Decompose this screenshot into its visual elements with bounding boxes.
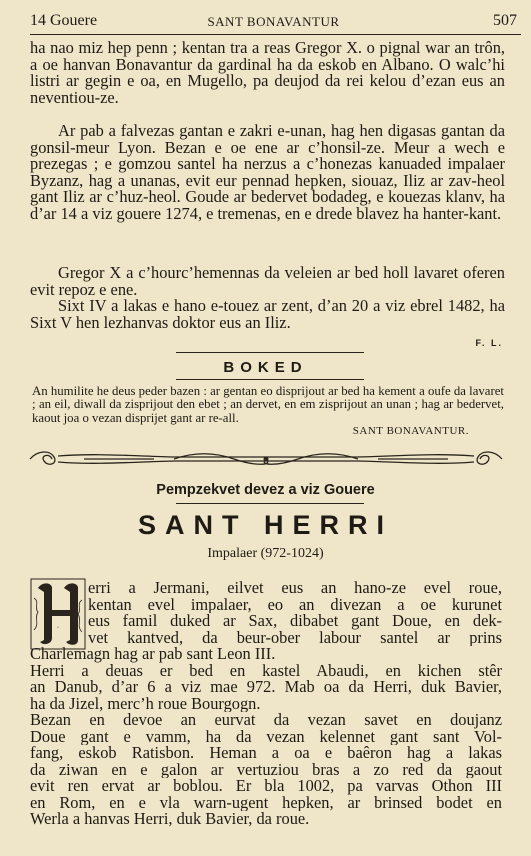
- text-line: Charlemagn hag ar pab sant Leon III.: [30, 646, 276, 663]
- ornamental-divider: [24, 448, 508, 470]
- text-line: en Rom, en e vla warn-ugent hepken, ar brinsed bodet en: [30, 794, 502, 811]
- text-line: fang, eskob Ratisbon. Heman a oa e baêron hag a lakas: [30, 745, 502, 762]
- running-head-month: 14 Gouere: [30, 12, 98, 29]
- saint-body: [30, 580, 502, 828]
- paragraph-3: Gregor X a c’hourc’hemennas da veleien ar bed holl lavaret oferen evit repoz e ene.: [30, 263, 505, 299]
- paragraph-2: Ar pab a falvezas gantan e zakri e-unan, hag hen digasas gantan da gonsil-meur Lyon. Bezan e oe ene ar c’honsil-ze. Meur a wech e prezegas ; e gomzou santel ha nerzus a c’honezas kanuaded impalaer Byzanz, hag a unanas, evit eur pennad hepken, siouaz, Iliz ar zav-heol gant Iliz ar c’huz-heol. Goude ar bedervet bodadeg, e kouezas klanv, ha d’ar 14 a viz gouere 1274, e tremenas, en e drede blavez ha hanter-kant.: [30, 121, 505, 223]
- page-number: 507: [493, 12, 517, 29]
- text-line: evit ren ervat ar boblou. Er bla 1002, pa varvas Othon III: [30, 778, 502, 795]
- boked-quote: An humilite he deus peder bazen : ar gentan eo disprijout ar bed ha kement a oufe da lavaret ; an eil, diwall da zisprijout den ebet ; an dervet, en em zisprijout an unan ; hag ar bedervet, kaout joa o vezan disprijet gant ar re-all.: [32, 384, 504, 425]
- text-line: Herri a deuas er bed en kastel Abaudi, en kichen stêr: [30, 662, 502, 679]
- saint-title: SANT HERRI: [137, 510, 393, 540]
- text-line: da ziwan en e galon ar vertuziou bras a zo red da gaout: [30, 761, 502, 778]
- text-line: Bezan en devoe an eurvat da vezan savet en doujanz: [30, 712, 502, 729]
- text-line: Doue gant e vamm, ha da vezan kelennet gant sant Vol-: [30, 728, 502, 745]
- paragraph-4: Sixt IV a lakas e hano e-touez ar zent, d’an 20 a viz ebrel 1482, ha Sixt V hen lezhanvas doktor eus an Iliz.: [30, 296, 505, 332]
- text-line: eus famil duked ar Sax, dibabet gant Doue, en dek-: [88, 613, 502, 630]
- text-line: kentan evel impalaer, eo an divezan a oe kurunet: [88, 596, 502, 613]
- feast-date: Pempzekvet devez a viz Gouere: [156, 482, 375, 498]
- boked-rule-bottom: [176, 379, 364, 380]
- text-line: Werla a hanvas Herri, duk Bavier, da roue.: [30, 811, 310, 828]
- running-head: [30, 10, 517, 34]
- paragraph-1: ha nao miz hep penn ; kentan tra a reas Gregor X. o pignal war an trôn, a oe hanvan Bonavantur da gardinal ha da eskob en Albano. O walc’hi listri ar gegin e oa, en Mugello, pa deujod da rei kelou d’ezan eus an neventiou-ze.: [30, 38, 505, 107]
- boked-rule-top: [176, 352, 364, 353]
- author-initials: F. L.: [475, 338, 503, 348]
- saint-subtitle: Impalaer (972-1024): [207, 546, 324, 561]
- boked-heading: BOKED: [223, 359, 308, 376]
- header-rule: [30, 34, 521, 35]
- feast-rule: [176, 503, 364, 504]
- text-line: erri a Jermani, eilvet eus an hano-ze evel roue,: [88, 580, 502, 597]
- text-line: an Danub, d’ar 6 a viz mae 972. Mab oa da Herri, duk Bavier,: [30, 679, 502, 696]
- text-line: ha da Jizel, merc’h roue Bourgogn.: [30, 695, 261, 712]
- boked-author: SANT BONAVANTUR.: [352, 425, 469, 437]
- drop-cap-letter: H: [57, 627, 59, 629]
- text-line: vet kantved, da beur-ober labour santel ar prins: [88, 629, 502, 646]
- running-head-title: SANT BONAVANTUR: [207, 14, 340, 29]
